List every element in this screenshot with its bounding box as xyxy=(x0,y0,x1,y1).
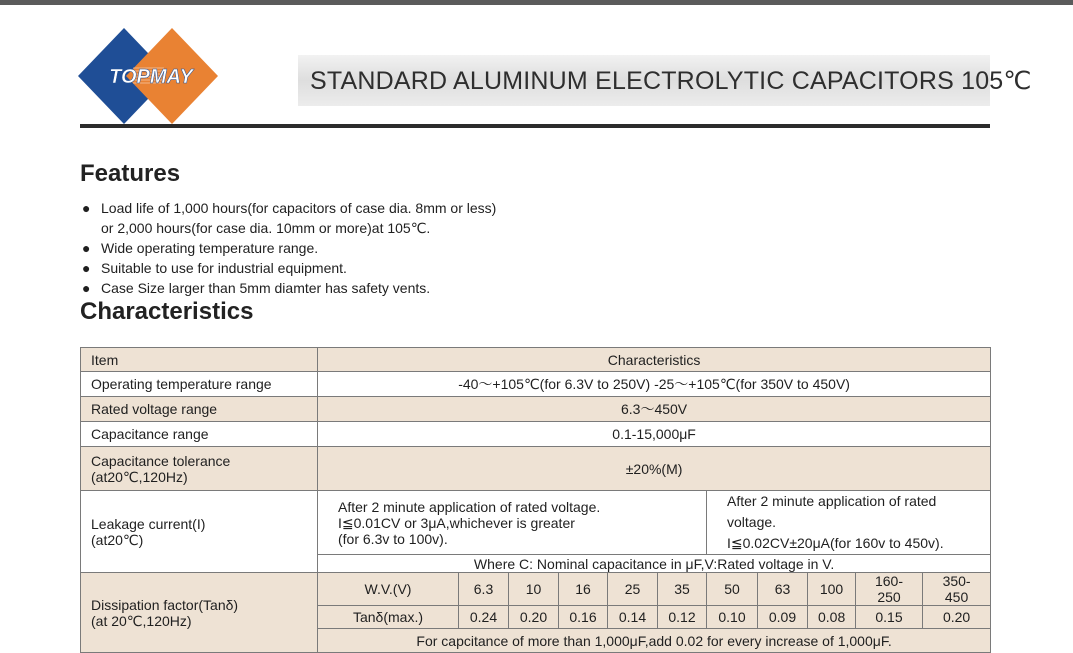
row-label xyxy=(81,573,318,653)
row-label-line: Leakage current(I) xyxy=(91,515,206,532)
row-label: Rated voltage range xyxy=(81,397,318,422)
header-characteristics: Characteristics xyxy=(318,348,991,372)
dissipation-note: For capcitance of more than 1,000μF,add 0.02 for every increase of 1,000μF. xyxy=(318,629,991,653)
feature-text: Load life of 1,000 hours(for capacitors of case dia. 8mm or less) xyxy=(101,200,497,216)
bullet-icon: ● xyxy=(82,240,91,256)
voltage-cell: 25 xyxy=(608,573,658,606)
bullet-icon: ● xyxy=(82,260,91,276)
feature-text: Suitable to use for industrial equipment. xyxy=(101,260,347,276)
feature-text: Case Size larger than 5mm diamter has safety vents. xyxy=(101,280,431,296)
tan-cell: 0.08 xyxy=(808,606,856,629)
row-label-line: (at20℃) xyxy=(91,531,144,548)
leakage-left-line: After 2 minute application of rated voltage. xyxy=(338,498,601,515)
feature-text: or 2,000 hours(for case dia. 10mm or more)at 105℃. xyxy=(101,220,431,236)
row-label: Capacitance range xyxy=(81,422,318,447)
topmay-logo xyxy=(78,28,224,124)
leakage-left-line: I≦0.01CV or 3μA,whichever is greater xyxy=(338,514,575,531)
voltage-cell: 350-450 xyxy=(923,573,991,606)
leakage-note: Where C: Nominal capacitance in μF,V:Rated voltage in V. xyxy=(318,555,991,573)
row-value: ±20%(M) xyxy=(318,447,991,491)
row-label: Operating temperature range xyxy=(81,372,318,397)
features-heading: Features xyxy=(80,160,181,187)
table-row xyxy=(81,491,991,555)
table-row xyxy=(81,422,991,447)
voltage-cell: 16 xyxy=(559,573,608,606)
row-value: -40～+105℃(for 6.3V to 250V) -25～+105℃(for 350V to 450V) xyxy=(318,372,991,397)
table-header-row xyxy=(81,348,991,372)
table-row xyxy=(81,573,991,606)
bullet-icon: ● xyxy=(82,200,91,216)
row-value: 0.1-15,000μF xyxy=(318,422,991,447)
leakage-left xyxy=(318,491,707,555)
feature-text: Wide operating temperature range. xyxy=(101,240,319,256)
voltage-cell: 63 xyxy=(758,573,808,606)
row-label-line: (at20℃,120Hz) xyxy=(91,468,188,485)
row-label xyxy=(81,447,318,491)
leakage-left-line: (for 6.3v to 100v). xyxy=(338,530,448,547)
row-label xyxy=(81,491,318,573)
wv-label: W.V.(V) xyxy=(318,573,459,606)
tan-cell: 0.24 xyxy=(459,606,509,629)
voltage-cell: 160-250 xyxy=(856,573,923,606)
header-rule xyxy=(80,124,990,128)
top-border-bar xyxy=(0,0,1073,5)
logo-text: TOPMAY xyxy=(109,66,193,88)
tan-cell: 0.20 xyxy=(509,606,559,629)
leakage-right xyxy=(707,491,991,555)
tan-cell: 0.20 xyxy=(923,606,991,629)
voltage-cell: 50 xyxy=(707,573,758,606)
leakage-right-line: After 2 minute application of rated voltage. xyxy=(727,493,937,530)
tan-cell: 0.14 xyxy=(608,606,658,629)
tan-cell: 0.09 xyxy=(758,606,808,629)
row-label-line: Dissipation factor(Tanδ) xyxy=(91,596,239,613)
row-label-line: (at 20℃,120Hz) xyxy=(91,612,192,629)
row-value: 6.3～450V xyxy=(318,397,991,422)
tan-cell: 0.15 xyxy=(856,606,923,629)
header-item: Item xyxy=(81,348,318,372)
characteristics-heading: Characteristics xyxy=(80,298,254,325)
tan-cell: 0.16 xyxy=(559,606,608,629)
voltage-cell: 100 xyxy=(808,573,856,606)
row-label-line: Capacitance tolerance xyxy=(91,452,231,469)
table-row xyxy=(81,397,991,422)
voltage-cell: 10 xyxy=(509,573,559,606)
voltage-cell: 6.3 xyxy=(459,573,509,606)
bullet-icon: ● xyxy=(82,280,91,296)
page-title: STANDARD ALUMINUM ELECTROLYTIC CAPACITORS 105℃ xyxy=(310,67,1032,95)
tan-cell: 0.10 xyxy=(707,606,758,629)
voltage-cell: 35 xyxy=(658,573,707,606)
title-band xyxy=(298,55,1032,106)
table-row xyxy=(81,447,991,491)
leakage-right-line: I≦0.02CV±20μA(for 160v to 450v). xyxy=(727,535,944,551)
tan-label: Tanδ(max.) xyxy=(318,606,459,629)
characteristics-table xyxy=(80,347,991,653)
tan-cell: 0.12 xyxy=(658,606,707,629)
table-row xyxy=(81,372,991,397)
